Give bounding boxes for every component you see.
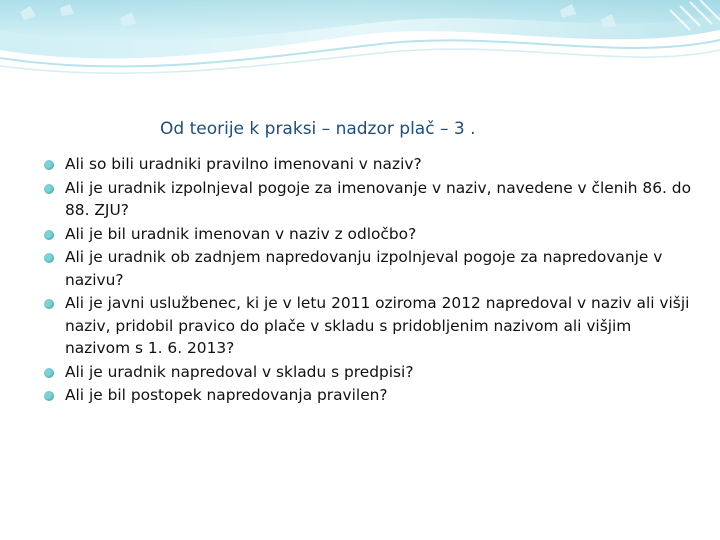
- list-item-text: Ali je bil postopek napredovanja pravilen?: [65, 386, 388, 404]
- list-item-text: Ali je javni uslužbenec, ki je v letu 2011 oziroma 2012 napredoval v naziv ali višji naziv, pridobil pravico do plače v skladu s pridobljenim nazivom ali višjim nazivom s 1. 6. 2013?: [65, 294, 690, 357]
- bullet-dot-icon: [44, 391, 54, 401]
- bullet-list: [44, 153, 694, 408]
- bullet-dot-icon: [44, 184, 54, 194]
- list-item-text: Ali je uradnik izpolnjeval pogoje za imenovanje v naziv, navedene v členih 86. do 88. ZJU?: [65, 178, 691, 219]
- list-item: [44, 223, 694, 246]
- bullet-dot-icon: [44, 299, 54, 309]
- bullet-dot-icon: [44, 160, 54, 170]
- list-item-text: Ali so bili uradniki pravilno imenovani v naziv?: [65, 155, 422, 173]
- bullet-dot-icon: [44, 253, 54, 263]
- list-item-text: Ali je bil uradnik imenovan v naziv z odločbo?: [65, 224, 417, 243]
- bullet-dot-icon: [44, 368, 54, 378]
- list-item: [44, 361, 694, 384]
- list-item: [44, 246, 694, 291]
- list-item: [44, 153, 694, 176]
- list-item-text: Ali je uradnik ob zadnjem napredovanju izpolnjeval pogoje za napredovanje v nazivu?: [65, 248, 663, 289]
- decorative-wave-banner: [0, 0, 720, 80]
- bullet-dot-icon: [44, 230, 54, 240]
- list-item: [44, 384, 694, 407]
- slide-title: Od teorije k praksi – nadzor plač – 3 .: [160, 119, 476, 139]
- list-item: [44, 177, 694, 222]
- list-item-text: Ali je uradnik napredoval v skladu s predpisi?: [65, 362, 414, 381]
- list-item: [44, 292, 694, 360]
